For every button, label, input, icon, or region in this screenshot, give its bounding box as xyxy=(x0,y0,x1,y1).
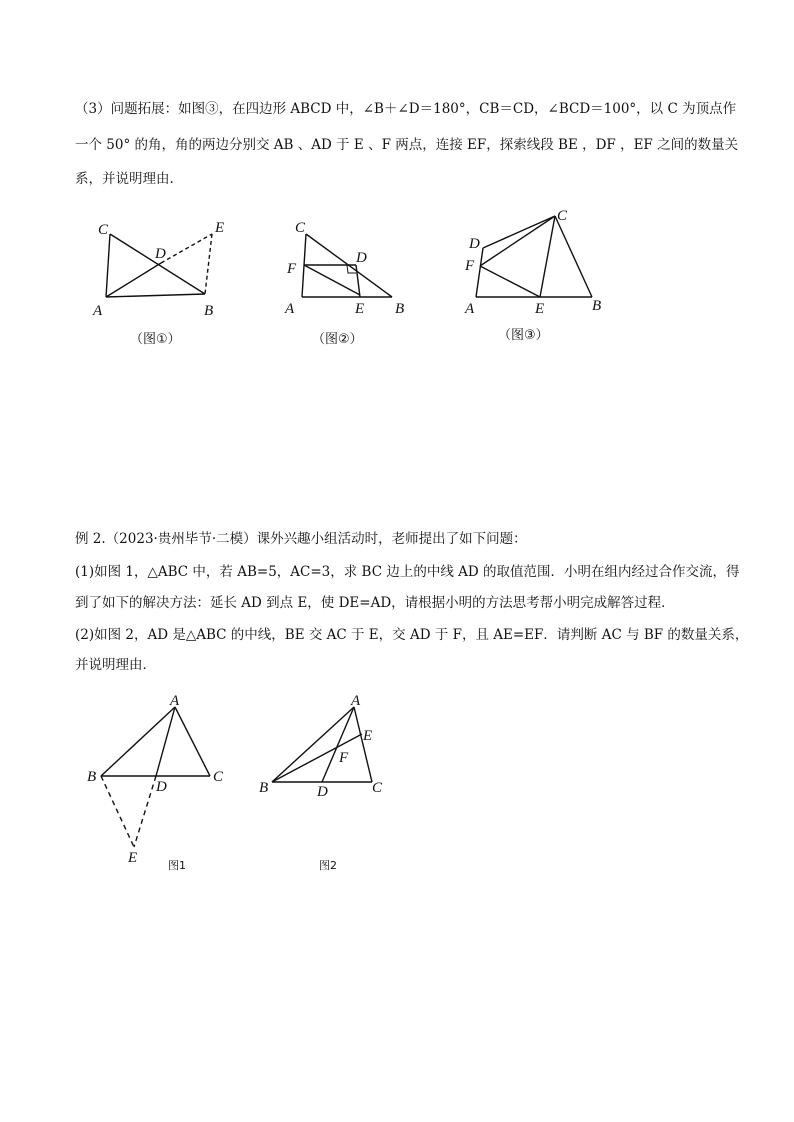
fig3-label-a: A xyxy=(465,301,475,317)
part3-line-2: 一个 50° 的角，角的两边分别交 AB 、AD 于 E 、F 两点，连接 EF，探索线段 BE ，DF ，EF 之间的数量关 xyxy=(75,137,739,153)
fig3-caption: （图③） xyxy=(498,328,549,343)
ex-fig1-label-d: D xyxy=(156,779,167,795)
ex-fig2-label-b: B xyxy=(259,780,269,796)
example2-heading: 例 2.（2023·贵州毕节·二模）课外兴趣小组活动时，老师提出了如下问题： xyxy=(75,531,527,547)
fig2-label-b: B xyxy=(395,301,405,317)
fig1-label-d: D xyxy=(155,246,166,262)
figure-3 xyxy=(460,200,620,350)
fig2-label-e: E xyxy=(355,301,365,317)
fig1-label-b: B xyxy=(204,303,214,319)
figure-example-2 xyxy=(255,692,395,877)
ex-fig2-label-f: F xyxy=(339,750,349,766)
fig1-label-e: E xyxy=(215,220,225,236)
figure-example-1 xyxy=(82,692,242,877)
fig2-label-c: C xyxy=(295,220,306,236)
fig2-label-d: D xyxy=(356,250,367,266)
fig3-label-d: D xyxy=(469,236,480,252)
fig1-label-c: C xyxy=(98,222,109,238)
ex-fig1-caption: 图1 xyxy=(168,859,186,872)
fig1-label-a: A xyxy=(93,303,103,319)
part3-line-3: 系，并说明理由. xyxy=(75,171,174,187)
q2-line-2: 并说明理由． xyxy=(75,657,156,673)
fig2-label-f: F xyxy=(287,261,297,277)
ex-fig1-label-a: A xyxy=(170,693,180,709)
part3-line-1: （3）问题拓展：如图③，在四边形 ABCD 中，∠B＋∠D＝180°，CB＝CD，∠BCD＝100°，以 C 为顶点作 xyxy=(75,101,737,117)
fig2-caption: （图②） xyxy=(312,332,363,347)
fig3-label-b: B xyxy=(592,298,602,314)
ex-fig1-label-c: C xyxy=(213,769,224,785)
ex-fig2-label-d: D xyxy=(317,784,328,800)
figure-1 xyxy=(88,212,238,352)
figure-2 xyxy=(280,212,420,352)
ex-fig1-label-e: E xyxy=(128,850,138,866)
q2-line-1: (2)如图 2，AD 是△ABC 的中线，BE 交 AC 于 E，交 AD 于 F，且 AE=EF．请判断 AC 与 BF 的数量关系， xyxy=(75,627,749,643)
q1-line-1: (1)如图 1，△ABC 中，若 AB=5，AC=3，求 BC 边上的中线 AD 的取值范围．小明在组内经过合作交流，得 xyxy=(75,564,740,580)
ex-fig2-label-a: A xyxy=(351,693,361,709)
fig2-label-a: A xyxy=(285,301,295,317)
q1-line-2: 到了如下的解决方法：延长 AD 到点 E，使 DE=AD，请根据小明的方法思考帮小明完成解答过程． xyxy=(75,595,675,611)
fig3-label-f: F xyxy=(465,258,475,274)
ex-fig1-label-b: B xyxy=(87,769,97,785)
ex-fig2-label-e: E xyxy=(363,728,373,744)
fig3-label-c: C xyxy=(557,208,568,224)
ex-fig2-label-c: C xyxy=(372,780,383,796)
fig3-label-e: E xyxy=(535,301,545,317)
fig1-caption: （图①） xyxy=(130,332,181,347)
ex-fig2-caption: 图2 xyxy=(319,859,337,872)
